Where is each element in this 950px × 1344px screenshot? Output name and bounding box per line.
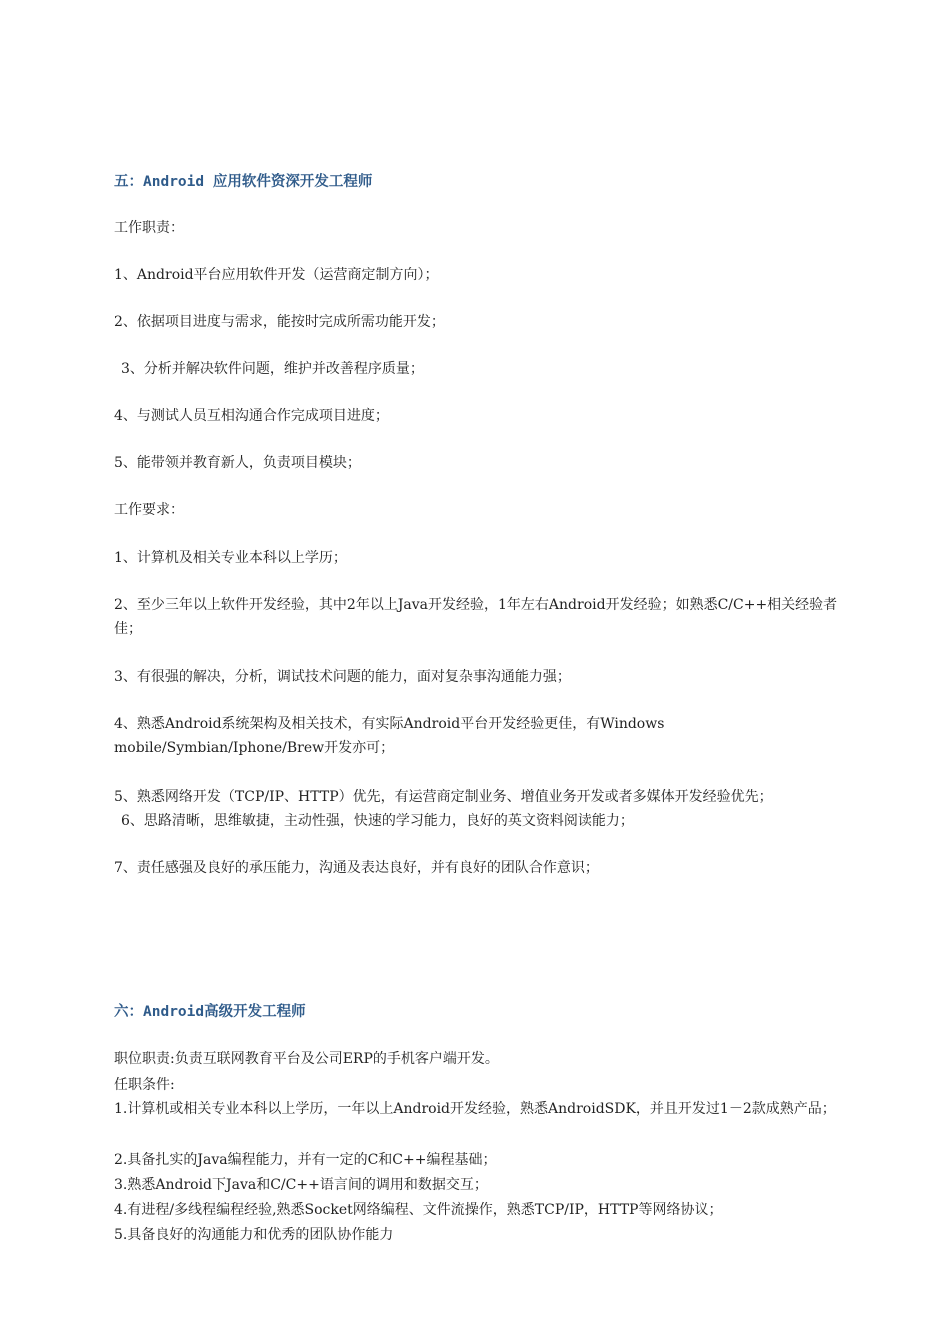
section-5-duty-1: 1、Android平台应用软件开发（运营商定制方向）；	[114, 267, 439, 283]
section-5-requirement-4: 4、熟悉Android系统架构及相关技术，有实际Android平台开发经验更佳，有Windows mobile/Symbian/Iphone/Brew开发亦可；	[114, 716, 665, 756]
section-5-requirements-label: 工作要求：	[114, 502, 184, 518]
section-5-requirement-6: 6、思路清晰，思维敏捷，主动性强，快速的学习能力，良好的英文资料阅读能力；	[121, 813, 634, 829]
section-6-condition-3: 3.熟悉Android下Java和C/C++语言间的调用和数据交互；	[114, 1177, 488, 1193]
section-6-duty: 职位职责:负责互联网教育平台及公司ERP的手机客户端开发。	[114, 1051, 499, 1067]
section-5-requirement-2: 2、至少三年以上软件开发经验，其中2年以上Java开发经验，1年左右Android开发经验；如熟悉C/C++相关经验者佳；	[114, 597, 838, 637]
section-5-requirement-3: 3、有很强的解决，分析，调试技术问题的能力，面对复杂事沟通能力强；	[114, 669, 571, 685]
section-6-condition-2: 2.具备扎实的Java编程能力，并有一定的C和C++编程基础；	[114, 1152, 497, 1168]
section-5-requirement-7: 7、责任感强及良好的承压能力，沟通及表达良好，并有良好的团队合作意识；	[114, 860, 599, 876]
section-5-duties-label: 工作职责：	[114, 220, 184, 236]
section-5-duty-4: 4、与测试人员互相沟通合作完成项目进度；	[114, 408, 389, 424]
section-5-duty-2: 2、依据项目进度与需求，能按时完成所需功能开发；	[114, 314, 445, 330]
section-6-condition-1: 1.计算机或相关专业本科以上学历，一年以上Android开发经验，熟悉AndroidSDK，并且开发过1－2款成熟产品；	[114, 1101, 836, 1117]
section-5-title: 五：Android 应用软件资深开发工程师	[114, 174, 373, 190]
section-5-requirement-5: 5、熟悉网络开发（TCP/IP、HTTP）优先，有运营商定制业务、增值业务开发或者多媒体开发经验优先；	[114, 789, 773, 805]
section-6-conditions-label: 任职条件:	[114, 1077, 175, 1093]
section-5-duty-5: 5、能带领并教育新人，负责项目模块；	[114, 455, 361, 471]
section-5-requirement-1: 1、计算机及相关专业本科以上学历；	[114, 550, 347, 566]
section-5-duty-3: 3、分析并解决软件问题，维护并改善程序质量；	[121, 361, 424, 377]
section-6-condition-5: 5.具备良好的沟通能力和优秀的团队协作能力	[114, 1227, 394, 1243]
section-6-condition-4: 4.有进程/多线程编程经验,熟悉Socket网络编程、文件流操作，熟悉TCP/IP，HTTP等网络协议；	[114, 1202, 723, 1218]
section-6-title: 六：Android高级开发工程师	[114, 1004, 306, 1020]
